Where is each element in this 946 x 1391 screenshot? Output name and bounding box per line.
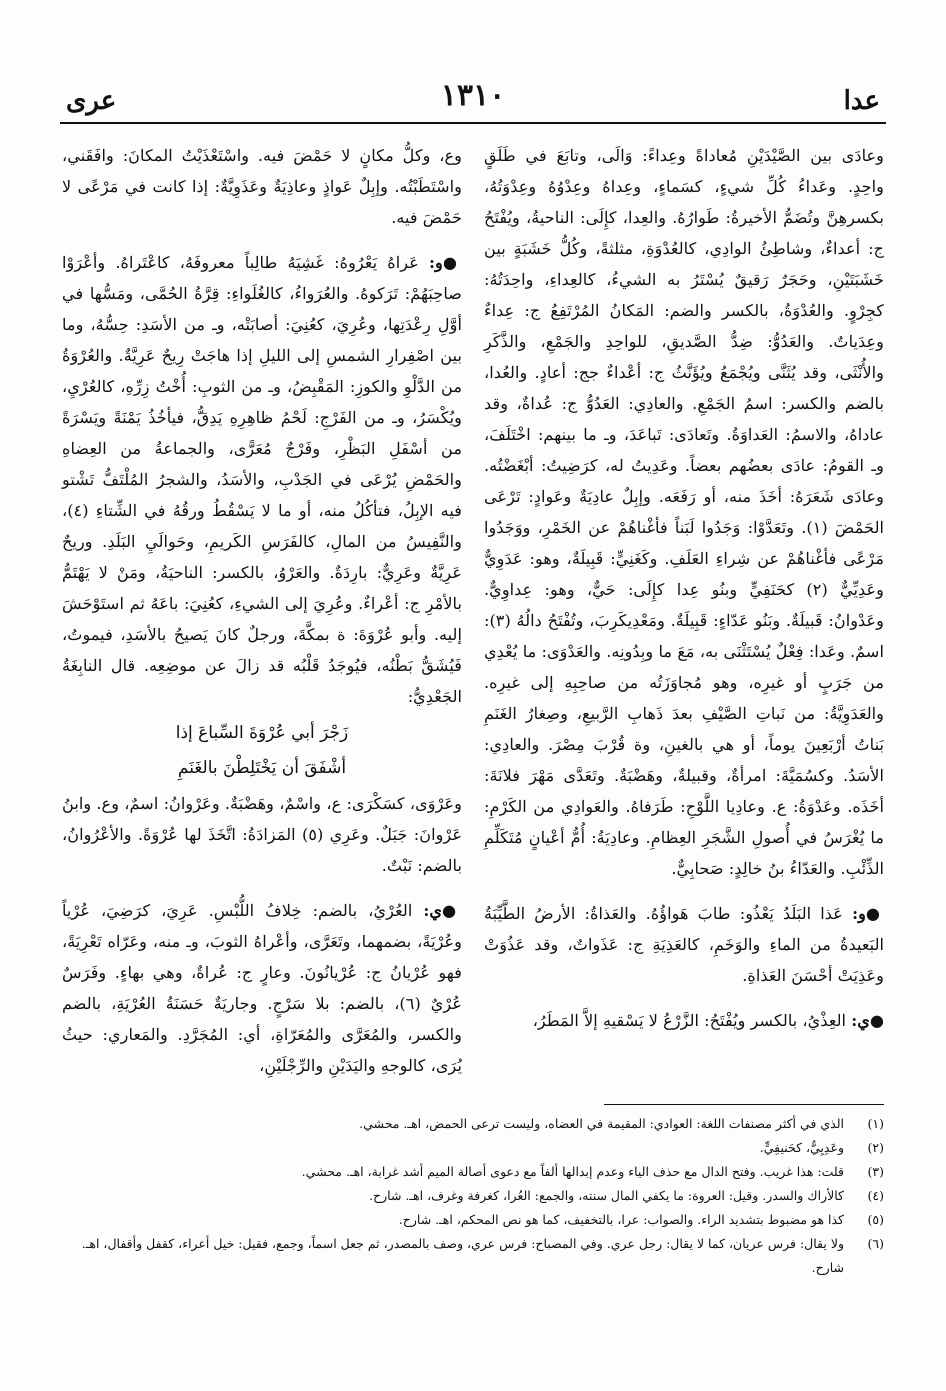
header-root-word-left: عرى — [66, 86, 117, 116]
entry-paragraph — [484, 140, 884, 884]
footnote: (٦) ولا يقال: فرس عريان، كما لا يقال: رجل عري. وفي المصباح: فرس عري، وصف بالمصدر، ثم جعل اسماً، وجمع، فقيل: خيل أعراء، كقفل وأقفال، اهـ. شارح. — [81, 1236, 884, 1275]
footnote: (٤) كالأراك والسدر. وقيل: العروة: ما يكفي المال سنته، والجمع: العُرا، كغرفة وغرف، اهـ. شارح. — [369, 1188, 884, 1203]
footnote: (٣) قلت: هذا غريب. وفتح الدال مع حذف الياء وعدم إبدالها ألفاً مع دعوى أصالة الميم أشد غرابة، اهـ. محشي. — [301, 1164, 884, 1179]
poem-verse: أشْفَقَ أن يَخْتَلِطْنَ بالغَنَمِ — [177, 758, 347, 778]
page-number: ١٣١٠ — [440, 78, 506, 113]
poem-verse: زَجْرَ أبي عُرْوَةَ السِّباعَ إذا — [175, 723, 349, 743]
entry-text: عَذا البَلَدُ يَعْذُو: طابَ هَواؤُهُ. والعَذاةُ: الأرضُ الطَّيِّبَةُ البَعيدةُ من الماءِ والوَخَمِ، كالعَذِيَةِ ج: عَذَواتٌ، وقد عَذُوَتْ وعَذِيَتْ أحْسَنَ العَذاةِ. — [484, 904, 884, 985]
left-column — [62, 140, 462, 1087]
entry-text: وع، وكلُّ مكانٍ لا حَمْضَ فيه. واسْتَعْذَيْتُ المكانَ: وافَقَني، واسْتَطَبْتُه. وإبِلٌ عَواذٍ وعاذِيَةٌ وعَذَوِيَّةٌ: إذا كانت في مَرْعًى لا حَمْضَ فيه. — [62, 146, 462, 227]
entry-text: وعَرْوَى، كسَكْرَى: ع، واسْمٌ، وهَضْبَةٌ. وعَرْوانُ: اسمٌ، وع. وابنُ عَرْوانَ: جَبَلٌ. وعَرِي (٥) المَزادَةُ: اتَّخَذَ لها عُرْوَةً. والأعْرُوانُ، بالضم: نَبْتٌ. — [62, 794, 463, 875]
entry-marker: ●ي: — [851, 1011, 884, 1030]
entry-text: العُرْيُ، بالضم: خِلافُ اللُّبْسِ. عَرِيَ، كرَضِيَ، عُرْياً وعُرْيَةً، بضمهما، وتَعَرَّى، وأعْراهُ الثوبَ، وـ منه، وعَرّاه تَعْرِيَةً، فهو عُرْيانُ ج: عُرْيانُونَ. وعارٍ ج: عُراةٌ، وهي بهاءٍ. وفَرَسٌ عُرْيٌ (٦)، بالضم: بلا سَرْجٍ. وجاريَةٌ حَسَنَةُ العُرْيَةِ، بالضم والكسر، والمُعَرَّى والمُعَرّاةِ، أي: المُجَرَّدِ. والمَعاري: حيثُ يُرَى، كالوجهِ واليَدَيْنِ والرِّجْلَيْنِ، — [62, 901, 462, 1075]
entry-paragraph — [62, 895, 462, 1081]
footnote: (٢) وعَدِيِيٌّ، كحَنيفِيٍّ. — [759, 1140, 884, 1155]
footnote: (١) الذي في أكثر مصنفات اللغة: العوادي: المقيمة في العضاه، وليست ترعى الحمض، اهـ. محشي. — [359, 1116, 884, 1131]
entry-marker: ●و: — [852, 904, 885, 923]
entry-paragraph — [484, 1005, 884, 1036]
header-divider — [60, 122, 886, 124]
entry-paragraph — [62, 247, 462, 712]
footnote: (٥) كذا هو مضبوط بتشديد الراء. والصواب: عرا، بالتخفيف، كما هو نص المحكم، اهـ. شارح. — [398, 1212, 884, 1227]
footnote-divider — [604, 1104, 884, 1105]
entry-paragraph — [62, 788, 462, 881]
entry-marker: ●ي: — [423, 901, 463, 920]
entry-text: وعادَى بين الصَّيْدَيْنِ مُعاداةً وعِداءً: وَالَى، وتابَعَ في طَلَقٍ واحِدٍ. وعَداءُ كُلِّ شيءٍ، كسَماءٍ، وعِداهُ وعِدْوُهُ وعِدْوَتُهُ، بكسرهِنَّ وتُضَمُّ الأخيرةُ: طَوارُهُ. والعِدا، كإِلَى: الناحيةُ، ويُفْتَحُ ج: أعداءٌ، وشاطِئُ الوادِي، كالعُدْوَةِ، مثلثةً، وكُلُّ خَشَبَةٍ بين خَشَبَتَيْنِ، وحَجَرٌ رَقيقٌ يُسْتَرُ به الشيءُ، كالعِداءِ، واحِدَتُهُ: كجِرْوٍ. والعُدْوَةُ، بالكسر والضم: المَكانُ المُرْتَفِعُ ج: عِداءٌ وعِدَياتٌ. والعَدُوُّ: ضِدُّ الصَّديقِ، للواحِدِ والجَمْعِ، والذَّكَرِ والأُنْثَى، وقد يُثَنَّى ويُجْمَعُ ويُؤَنَّثُ ج: أعْداءٌ جج: أعادٍ. والعُدا، بالضم والكسر: اسمُ الجَمْعِ. والعادِي: العَدُوُّ ج: عُداةٌ، وقد عاداهُ، والاسمُ: العَداوَةُ. وتَعادَى: تَباعَدَ، وـ ما بينهم: اخْتَلَفَ، وـ القومُ: عادَى بعضُهم بعضاً. وعَدِيتُ له، كرَضِيتُ: أبْغَضْتُه. وعادَى شَعَرَهُ: أخَذَ منه، أو رَفَعَه. وإبِلٌ عادِيَةٌ وعَوادٍ: تَرْعَى الحَمْضَ (١). وتَعَدَّوْا: وَجَدُوا لَبَناً فأغْناهُمْ عن الخَمْرِ، ووَجَدُوا مَرْعًى فأغْناهُمْ عن شِراءِ العَلَفِ. وكَغَنِيٍّ: قَبِيلَةٌ، وهو: عَدَوِيٌّ وعَدِيِّيٌّ (٢) كحَنَفِيٍّ وبنُو عِدا كإِلَى: حَيٌّ، وهو: عِداوِيٌّ. وعَدْوانُ: قَبيلَةٌ. وبَنُو عَدّاءٍ: قَبِيلَةٌ. ومَعْدِيكَرِبَ، وتُفْتَحُ دالُهُ (٣): اسمٌ. وعَدا: فِعْلٌ يُسْتَثْنَى به، مَعَ ما وبِدُونِه. والعَدْوَى: ما يُعْدِي من جَرَبٍ أو غيرِه، وهو مُجاوَزَتُه من صاحِبِهِ إلى غيرِه. والعَدَوِيَّةُ: من نَباتِ الصَّيْفِ بعدَ ذَهابِ الرَّبيعِ، وصِغارُ الغَنَمِ بَناتُ أرْبَعِينَ يوماً، أو هي بالغينِ، وة قُرْبَ مِصْرَ. والعادِي: الأسَدُ. وكسُمَيَّةَ: امرأةٌ، وقبيلةٌ، وهَضْبَةٌ. وتَعَدَّى مَهْرَ فلانَةَ: أخَذَه. وعَدْوَةُ: ع. وعادِيا اللَّوْحِ: طَرَفاهُ. والعَوادِي من الكَرْمِ: ما يُغْرَسُ في أُصولِ الشَّجَرِ العِظامِ. وعادِيَةُ: أُمُّ أعْيانٍ مُتَكَلِّمِ الذِّئْبِ. والعَدّاءُ بنُ خالِدٍ: صَحابِيٌّ. — [484, 146, 885, 878]
right-column — [484, 140, 884, 1042]
entry-paragraph — [484, 898, 884, 991]
entry-text: العِذْيُ، بالكسر ويُفْتَحُ: الزَّرْعُ لا يَسْقيهِ إلاَّ المَطَرُ، — [532, 1011, 847, 1030]
entry-paragraph — [62, 140, 462, 233]
header-root-word: عدا — [843, 86, 880, 116]
entry-marker: ●و: — [429, 253, 462, 272]
entry-text: عَراهُ يَعْرُوهُ: غَشِيَهُ طالِباً معروفَهُ، كاعْتَراهُ. وأعْرَوْا صاحِبَهُمْ: تَرَكوهُ. والعُرَواءُ، كالغُلَواءِ: قِرَّةُ الحُمَّى، ومَسُّها في أوَّلِ رِعْدَتِها، وعُرِيَ، كعُنِيَ: أصابَتْه، وـ من الأسَدِ: حِسُّهُ، وما بين اصْفِرارِ الشمسِ إلى الليلِ إذا هاجَتْ رِيحٌ عَرِيَّةٌ. والعُرْوَةُ من الدَّلْوِ والكوزِ: المَقْبِضُ، وـ من الثوبِ: أُخْتُ زِرِّهِ، كالعُرْيِ، ويُكْسَرُ، وـ من الفَرْجِ: لَحْمُ ظاهِرِهِ يَدِقُّ، فيأخُذُ يَمْنَةً ويَسْرَةً من أسْفَلِ البَظْرِ، وفَرْجٌ مُعَرًّى، والجماعةُ من العِضاهِ والحَمْضِ يُرْعَى في الجَدْبِ، والأسَدُ، والشجرُ المُلْتَفُّ تَشْتو فيه الإبِلُ، فتأكُلُ منه، أو ما لا يَسْقُطُ ورقُهُ في الشِّتاءِ (٤)، والنَّفِيسُ من المالِ، كالفَرَسِ الكَريمِ، وحَوالَيِ البَلَدِ. وريحٌ عَرِيَّةٌ وعَرِيٌّ: بارِدَةٌ. والعَرْوُ، بالكسر: الناحيَةُ، ومَنْ لا يَهْتَمُّ بالأمْرِ ج: أعْراءٌ. وعُرِيَ إلى الشيءِ، كعُنِيَ: باعَهُ ثم استَوْحَشَ إليه. وأبو عُرْوَةَ: ة بمكَّةَ، ورجلٌ كانَ يَصيحُ بالأسَدِ، فيموتُ، فَيُشَقُّ بَطْنُه، فيُوجَدُ قَلْبُه قد زالَ عن موضِعِه. قال النابِغَةُ الجَعْدِيُّ: — [62, 253, 462, 706]
footnotes — [62, 1112, 884, 1280]
